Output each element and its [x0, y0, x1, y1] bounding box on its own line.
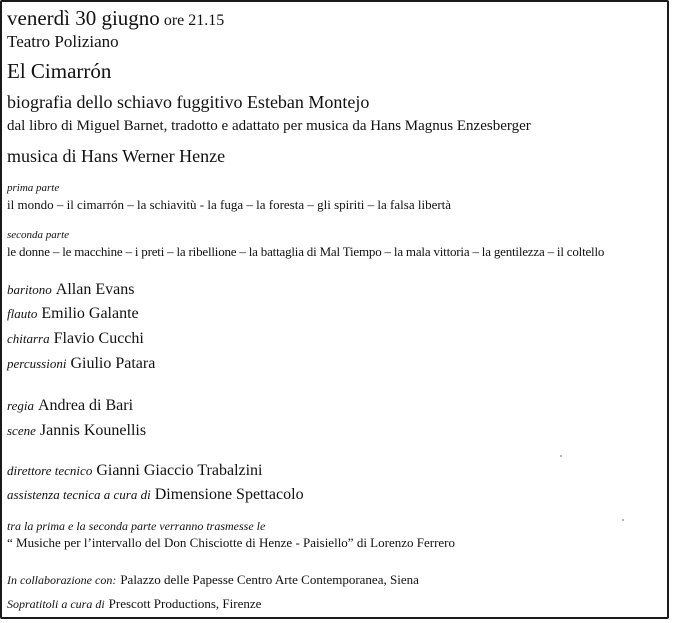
part-1-label: prima parte — [7, 182, 60, 194]
performer-role: percussioni — [7, 356, 67, 371]
staging-role: scene — [7, 423, 36, 438]
scan-speck — [560, 455, 562, 457]
part-2-label: seconda parte — [7, 229, 70, 241]
intermission-music: “ Musiche per l’intervallo del Don Chisciotte di Henze - Paisiello” di Lorenzo Ferrero — [7, 535, 455, 550]
performer-name: Giulio Patara — [70, 355, 156, 372]
staging-name: Jannis Kounellis — [39, 422, 147, 439]
staging-row — [7, 423, 146, 439]
technical-role: assistenza tecnica a cura di — [7, 487, 151, 502]
credit-line — [7, 596, 261, 612]
scan-speck — [622, 519, 624, 521]
performer-role: baritono — [7, 282, 52, 297]
staging-role: regia — [7, 398, 34, 413]
credit-text: Palazzo delle Papesse Centro Arte Contemporanea, Siena — [120, 572, 419, 587]
event-date-line — [7, 8, 224, 29]
performer-row — [7, 331, 144, 347]
technical-name: Gianni Giaccio Trabalzini — [96, 462, 263, 479]
technical-name: Dimensione Spettacolo — [154, 486, 304, 503]
performer-name: Emilio Galante — [41, 305, 139, 322]
composer: musica di Hans Werner Henze — [7, 146, 226, 166]
staging-row — [7, 398, 133, 414]
source-credit: dal libro di Miguel Barnet, tradotto e adattato per musica da Hans Magnus Enzesberger — [7, 118, 531, 134]
performer-row — [7, 306, 139, 322]
performer-row — [7, 282, 134, 298]
performer-row — [7, 356, 155, 372]
work-subtitle: biografia dello schiavo fuggitivo Esteban Montejo — [7, 92, 370, 112]
credit-label: In collaborazione con: — [7, 573, 117, 587]
performer-role: chitarra — [7, 331, 50, 346]
technical-row — [7, 487, 304, 503]
technical-role: direttore tecnico — [7, 463, 93, 478]
credit-text: Prescott Productions, Firenze — [108, 596, 262, 611]
performer-name: Flavio Cucchi — [53, 330, 144, 347]
venue: Teatro Poliziano — [7, 32, 119, 51]
performer-name: Allan Evans — [55, 281, 135, 298]
credit-line — [7, 572, 419, 588]
technical-row — [7, 463, 263, 479]
staging-name: Andrea di Bari — [37, 397, 134, 414]
part-1-scenes: il mondo – il cimarrón – la schiavitù - la fuga – la foresta – gli spiriti – la falsa libertà — [7, 197, 452, 212]
intermission-note: tra la prima e la seconda parte verranno trasmesse le — [7, 519, 266, 533]
part-2-scenes: le donne – le macchine – i preti – la ribellione – la battaglia di Mal Tiempo – la mala vittoria – la gentilezza – il coltello — [7, 244, 605, 259]
work-title: El Cimarrón — [7, 59, 112, 83]
credit-label: Sopratitoli a cura di — [7, 597, 105, 611]
performer-role: flauto — [7, 306, 38, 321]
event-date: venerdì 30 giugno — [7, 6, 160, 30]
event-time: ore 21.15 — [163, 12, 225, 29]
